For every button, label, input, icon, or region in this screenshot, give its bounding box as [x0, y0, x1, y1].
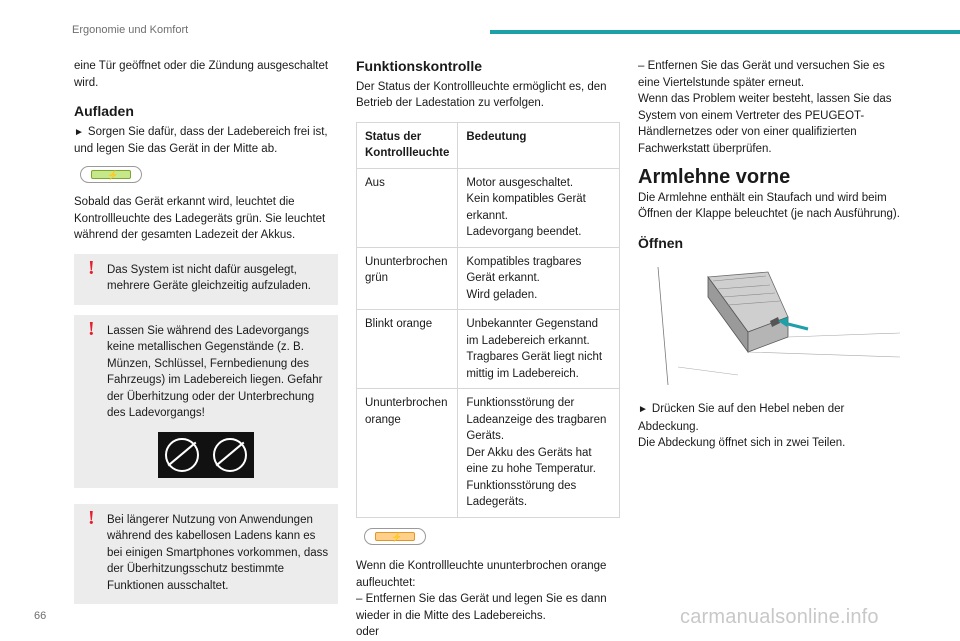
- meaning-cell: Funktionsstörung der Ladeanzeige des tragbaren Geräts. Der Akku des Geräts hat eine zu hohe Temperatur. Funktionsstörung des Ladegeräts.: [458, 389, 620, 518]
- header-accent-bar: [490, 30, 960, 34]
- dash-item-1: – Entfernen Sie das Gerät und legen Sie es dann wieder in die Mitte des Ladebereichs.: [356, 593, 607, 622]
- status-table: [356, 122, 620, 518]
- after-indicator-text: Sobald das Gerät erkannt wird, leuchtet die Kontrollleuchte des Ladegeräts grün. Sie leuchtet während der gesamten Ladezeit der Akkus.: [74, 196, 326, 241]
- heading-charging: Aufladen: [74, 103, 134, 119]
- note-3-text: Bei längerer Nutzung von Anwendungen während des kabellosen Ladens kann es bei einigen Smartphones vorkommen, dass der Überhitzungsschutz bestimmte Funktionen ausschaltet.: [107, 513, 329, 592]
- note-box-1: [74, 254, 338, 305]
- page-number: 66: [34, 610, 47, 622]
- orange-after-text: Wenn die Kontrollleuchte ununterbrochen orange aufleuchtet:: [356, 560, 607, 589]
- heading-armrest: Armlehne vorne: [638, 166, 791, 188]
- orange-led-icon: [375, 532, 415, 541]
- green-led-icon: [91, 170, 131, 179]
- col-header-state: Status der Kontrollleuchte: [357, 122, 458, 168]
- note-1-text: Das System ist nicht dafür ausgelegt, mehrere Geräte gleichzeitig aufzuladen.: [107, 263, 311, 292]
- table-row: [357, 247, 620, 310]
- charge-icon: ⚡: [391, 531, 403, 542]
- table-row: [357, 168, 620, 247]
- column-right: [638, 58, 900, 452]
- state-cell: Blinkt orange: [357, 310, 458, 389]
- oder-text: oder: [356, 626, 380, 638]
- table-row: [357, 389, 620, 518]
- armrest-illustration: [638, 257, 900, 385]
- open-result-text: Die Abdeckung öffnet sich in zwei Teilen.: [638, 437, 846, 449]
- no-key-icon: [165, 438, 199, 472]
- intro-text: eine Tür geöffnet oder die Zündung ausgeschaltet wird.: [74, 60, 329, 89]
- function-check-intro: Der Status der Kontrollleuchte ermöglicht es, den Betrieb der Ladestation zu verfolgen.: [356, 80, 607, 109]
- bullet-open-text: Drücken Sie auf den Hebel neben der Abdeckung.: [638, 403, 845, 433]
- note-2-text: Lassen Sie während des Ladevorgangs keine metallischen Gegenstände (z. B. Münzen, Schlüssel, Fernbedienung des Fahrzeugs) im Ladebereich liegen. Gefahr der Überhitzung oder der Unterbrechung des Ladevorgangs!: [107, 324, 323, 419]
- arrow-icon: ►: [74, 126, 84, 138]
- no-metal-icons: [82, 432, 330, 478]
- bullet-charging-text: Sorgen Sie dafür, dass der Ladebereich frei ist, und legen Sie das Gerät in der Mitte ab.: [74, 125, 328, 155]
- bullet-charging: [74, 124, 338, 158]
- watermark: carmanualsonline.info: [680, 606, 879, 628]
- meaning-cell: Unbekannter Gegenstand im Ladebereich erkannt. Tragbares Gerät liegt nicht mittig im Ladebereich.: [458, 310, 620, 389]
- problem-text: Wenn das Problem weiter besteht, lassen Sie das System von einem Vertreter des PEUGEOT-Händlernetzes oder von einer qualifizierten Fachwerkstatt überprüfen.: [638, 93, 892, 155]
- charge-icon: ⚡: [107, 169, 119, 180]
- warning-icon: !: [88, 317, 95, 340]
- meaning-cell: Kompatibles tragbares Gerät erkannt. Wird geladen.: [458, 247, 620, 310]
- warning-icon: !: [88, 506, 95, 529]
- meaning-cell: Motor ausgeschaltet. Kein kompatibles Gerät erkannt. Ladevorgang beendet.: [458, 168, 620, 247]
- orange-indicator-pill: [364, 528, 620, 551]
- column-middle: [356, 58, 620, 641]
- dash-item-2: – Entfernen Sie das Gerät und versuchen Sie es eine Viertelstunde später erneut.: [638, 60, 885, 89]
- heading-open: Öffnen: [638, 234, 684, 251]
- armrest-intro: Die Armlehne enthält ein Staufach und wird beim Öffnen der Klappe beleuchtet (je nach Ausführung).: [638, 191, 900, 220]
- table-header-row: [357, 122, 620, 168]
- note-box-3: [74, 504, 338, 605]
- green-indicator-pill: [80, 166, 338, 189]
- state-cell: Ununterbrochen orange: [357, 389, 458, 518]
- col-header-meaning: Bedeutung: [458, 122, 620, 168]
- state-cell: Aus: [357, 168, 458, 247]
- heading-function-check: Funktionskontrolle: [356, 58, 482, 74]
- bullet-open: [638, 401, 900, 435]
- warning-icon: !: [88, 256, 95, 279]
- table-row: [357, 310, 620, 389]
- armrest-drawing: [638, 257, 900, 385]
- arrow-icon: ►: [638, 404, 648, 415]
- no-coins-icon: [213, 438, 247, 472]
- column-left: [74, 58, 338, 604]
- section-title: Ergonomie und Komfort: [72, 24, 189, 36]
- state-cell: Ununterbrochen grün: [357, 247, 458, 310]
- note-box-2: [74, 315, 338, 488]
